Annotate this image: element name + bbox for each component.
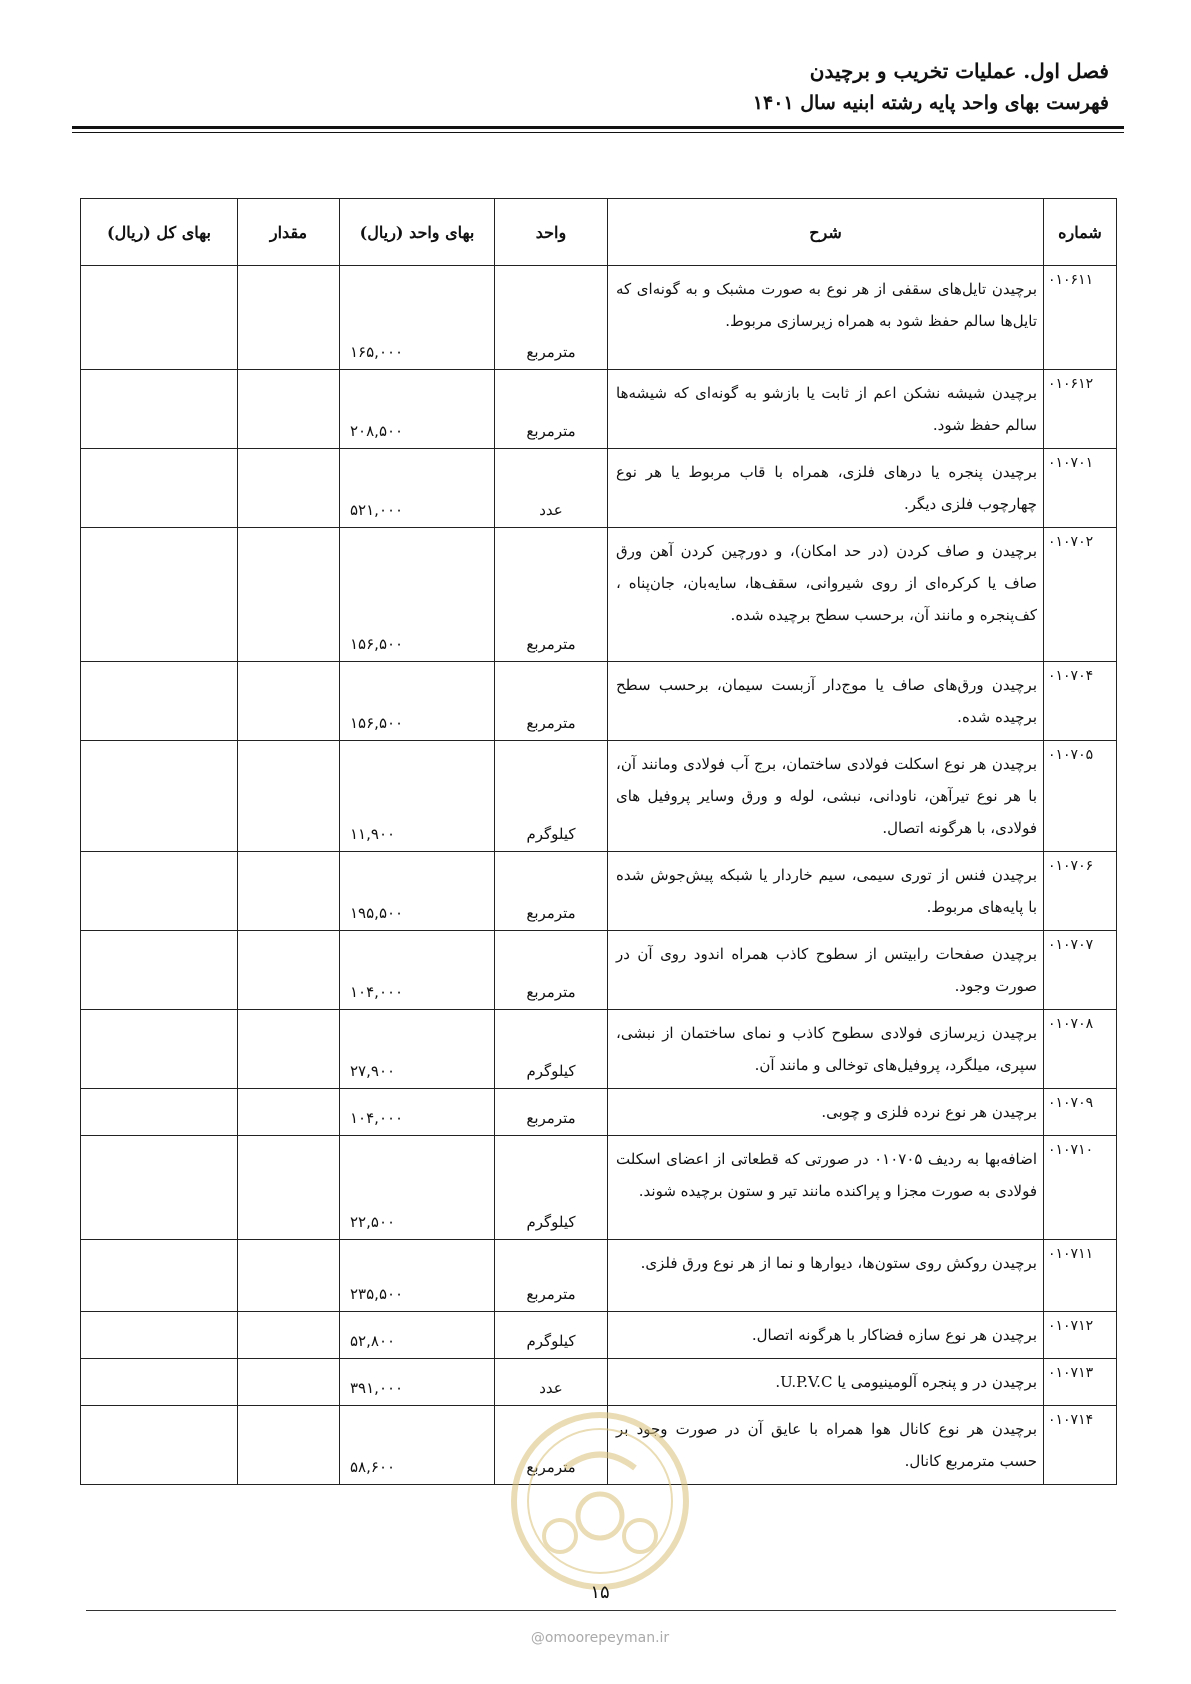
item-quantity (238, 370, 340, 449)
item-unit-price: ۲۰۸,۵۰۰ (340, 370, 495, 449)
item-code: ۰۱۰۷۱۳ (1044, 1359, 1117, 1406)
item-unit: مترمربع (495, 662, 608, 741)
item-quantity (238, 528, 340, 662)
header-rule-thin (72, 132, 1124, 133)
item-code: ۰۱۰۷۰۶ (1044, 852, 1117, 931)
item-description: برچیدن و صاف کردن (در حد امکان)، و دورچین کردن آهن ورق صاف یا کرکره‌ای از روی شیروانی، سقف‌ها، سایه‌بان، جان‌پناه ، کف‌پنجره و مانند آن، برحسب سطح برچیده شده. (608, 528, 1044, 662)
col-header-unit: واحد (495, 199, 608, 266)
item-unit: کیلوگرم (495, 741, 608, 852)
col-header-description: شرح (608, 199, 1044, 266)
table-row (81, 370, 1117, 449)
item-unit: کیلوگرم (495, 1312, 608, 1359)
item-description: برچیدن هر نوع نرده فلزی و چوبی. (608, 1089, 1044, 1136)
col-header-code: شماره (1044, 199, 1117, 266)
item-code: ۰۱۰۷۱۲ (1044, 1312, 1117, 1359)
table-row (81, 1312, 1117, 1359)
item-code: ۰۱۰۷۰۲ (1044, 528, 1117, 662)
table-row (81, 266, 1117, 370)
chapter-title: فصل اول. عملیات تخریب و برچیدن (809, 59, 1109, 83)
item-total-price (81, 449, 238, 528)
item-description: برچیدن پنجره یا درهای فلزی، همراه با قاب مربوط یا هر نوع چهارچوب فلزی دیگر. (608, 449, 1044, 528)
item-quantity (238, 1010, 340, 1089)
item-code: ۰۱۰۷۱۱ (1044, 1240, 1117, 1312)
item-total-price (81, 741, 238, 852)
item-total-price (81, 1240, 238, 1312)
item-unit-price: ۱۵۶,۵۰۰ (340, 528, 495, 662)
item-unit-price: ۱۵۶,۵۰۰ (340, 662, 495, 741)
table-row (81, 931, 1117, 1010)
item-description: برچیدن فنس از توری سیمی، سیم خاردار یا شبکه پیش‌جوش شده با پایه‌های مربوط. (608, 852, 1044, 931)
footer-rule (86, 1610, 1116, 1611)
item-unit-price: ۱۹۵,۵۰۰ (340, 852, 495, 931)
seal-gear-right (624, 1520, 656, 1552)
seal-gear-left (544, 1520, 576, 1552)
item-total-price (81, 662, 238, 741)
item-unit-price: ۳۹۱,۰۰۰ (340, 1359, 495, 1406)
item-description: برچیدن هر نوع اسکلت فولادی ساختمان، برج آب فولادی ومانند آن، با هر نوع تیرآهن، ناودانی، نبشی، لوله و ورق وسایر پروفیل های فولادی، با هرگونه اتصال. (608, 741, 1044, 852)
item-description: برچیدن هر نوع کانال هوا همراه با عایق آن در صورت وجود بر حسب مترمربع کانال. (608, 1406, 1044, 1485)
item-unit: مترمربع (495, 1240, 608, 1312)
item-code: ۰۱۰۷۰۵ (1044, 741, 1117, 852)
item-description: برچیدن صفحات رابیتس از سطوح کاذب همراه اندود روی آن در صورت وجود. (608, 931, 1044, 1010)
price-list-table (80, 198, 1117, 1485)
item-code: ۰۱۰۷۱۰ (1044, 1136, 1117, 1240)
item-unit: مترمربع (495, 528, 608, 662)
item-code: ۰۱۰۶۱۲ (1044, 370, 1117, 449)
item-unit-price: ۵۲,۸۰۰ (340, 1312, 495, 1359)
item-unit: مترمربع (495, 852, 608, 931)
item-total-price (81, 370, 238, 449)
item-quantity (238, 1240, 340, 1312)
item-quantity (238, 1089, 340, 1136)
table-row (81, 1359, 1117, 1406)
item-unit-price: ۲۷,۹۰۰ (340, 1010, 495, 1089)
item-code: ۰۱۰۷۰۱ (1044, 449, 1117, 528)
item-quantity (238, 1406, 340, 1485)
item-code: ۰۱۰۷۰۴ (1044, 662, 1117, 741)
item-code: ۰۱۰۷۰۹ (1044, 1089, 1117, 1136)
seal-gear-center (578, 1494, 622, 1538)
item-unit-price: ۲۳۵,۵۰۰ (340, 1240, 495, 1312)
item-total-price (81, 528, 238, 662)
table-row (81, 741, 1117, 852)
item-unit: مترمربع (495, 266, 608, 370)
item-quantity (238, 741, 340, 852)
item-unit-price: ۲۲,۵۰۰ (340, 1136, 495, 1240)
item-total-price (81, 931, 238, 1010)
item-unit-price: ۱۰۴,۰۰۰ (340, 1089, 495, 1136)
item-unit-price: ۱۰۴,۰۰۰ (340, 931, 495, 1010)
item-description: برچیدن زیرسازی فولادی سطوح کاذب و نمای ساختمان از نبشی، سپری، میلگرد، پروفیل‌های توخالی و مانند آن. (608, 1010, 1044, 1089)
item-unit: کیلوگرم (495, 1136, 608, 1240)
table-row (81, 1010, 1117, 1089)
website-watermark: @omoorepeyman.ir (530, 1630, 670, 1646)
item-total-price (81, 1312, 238, 1359)
document-subtitle: فهرست بهای واحد پایه رشته ابنیه سال ۱۴۰۱ (752, 92, 1109, 114)
item-total-price (81, 266, 238, 370)
item-quantity (238, 266, 340, 370)
item-quantity (238, 931, 340, 1010)
item-description: برچیدن شیشه نشکن اعم از ثابت یا بازشو به گونه‌ای که شیشه‌ها سالم حفظ شود. (608, 370, 1044, 449)
item-quantity (238, 1136, 340, 1240)
col-header-unit-price: بهای واحد (ریال) (340, 199, 495, 266)
header-rule-thick (72, 126, 1124, 129)
item-quantity (238, 852, 340, 931)
item-unit: مترمربع (495, 1089, 608, 1136)
item-unit: مترمربع (495, 370, 608, 449)
item-unit-price: ۵۸,۶۰۰ (340, 1406, 495, 1485)
item-total-price (81, 1406, 238, 1485)
item-unit-price: ۱۱,۹۰۰ (340, 741, 495, 852)
item-quantity (238, 449, 340, 528)
item-description: برچیدن هر نوع سازه فضاکار با هرگونه اتصال. (608, 1312, 1044, 1359)
item-quantity (238, 1359, 340, 1406)
table-row (81, 1136, 1117, 1240)
item-total-price (81, 1010, 238, 1089)
price-list-table-container (80, 198, 1116, 1485)
item-description: اضافه‌بها به ردیف ۰۱۰۷۰۵ در صورتی که قطعاتی از اعضای اسکلت فولادی به صورت مجزا و پراکنده مانند تیر و ستون برچیده شوند. (608, 1136, 1044, 1240)
item-description: برچیدن ورق‌های صاف یا موج‌دار آزبست سیمان، برحسب سطح برچیده شده. (608, 662, 1044, 741)
col-header-quantity: مقدار (238, 199, 340, 266)
page-number: ۱۵ (590, 1582, 610, 1603)
table-row (81, 449, 1117, 528)
item-total-price (81, 1089, 238, 1136)
item-code: ۰۱۰۷۱۴ (1044, 1406, 1117, 1485)
item-total-price (81, 1359, 238, 1406)
item-total-price (81, 1136, 238, 1240)
item-total-price (81, 852, 238, 931)
table-row (81, 528, 1117, 662)
item-description: برچیدن تایل‌های سقفی از هر نوع به صورت مشبک و به گونه‌ای که تایل‌ها سالم حفظ شود به همراه زیرسازی مربوط. (608, 266, 1044, 370)
table-row (81, 1240, 1117, 1312)
item-code: ۰۱۰۷۰۸ (1044, 1010, 1117, 1089)
item-unit-price: ۵۲۱,۰۰۰ (340, 449, 495, 528)
table-row (81, 852, 1117, 931)
item-unit: عدد (495, 449, 608, 528)
item-code: ۰۱۰۷۰۷ (1044, 931, 1117, 1010)
item-unit: عدد (495, 1359, 608, 1406)
item-description: برچیدن روکش روی ستون‌ها، دیوارها و نما از هر نوع ورق فلزی. (608, 1240, 1044, 1312)
col-header-total-price: بهای کل (ریال) (81, 199, 238, 266)
page-header (69, 56, 1121, 120)
table-header-row (81, 199, 1117, 266)
item-quantity (238, 1312, 340, 1359)
table-row (81, 1406, 1117, 1485)
item-quantity (238, 662, 340, 741)
table-row (81, 662, 1117, 741)
item-code: ۰۱۰۶۱۱ (1044, 266, 1117, 370)
table-row (81, 1089, 1117, 1136)
item-unit-price: ۱۶۵,۰۰۰ (340, 266, 495, 370)
item-unit: کیلوگرم (495, 1010, 608, 1089)
item-description: برچیدن در و پنجره آلومینیومی یا U.P.V.C. (608, 1359, 1044, 1406)
item-unit: مترمربع (495, 931, 608, 1010)
item-unit: مترمربع (495, 1406, 608, 1485)
